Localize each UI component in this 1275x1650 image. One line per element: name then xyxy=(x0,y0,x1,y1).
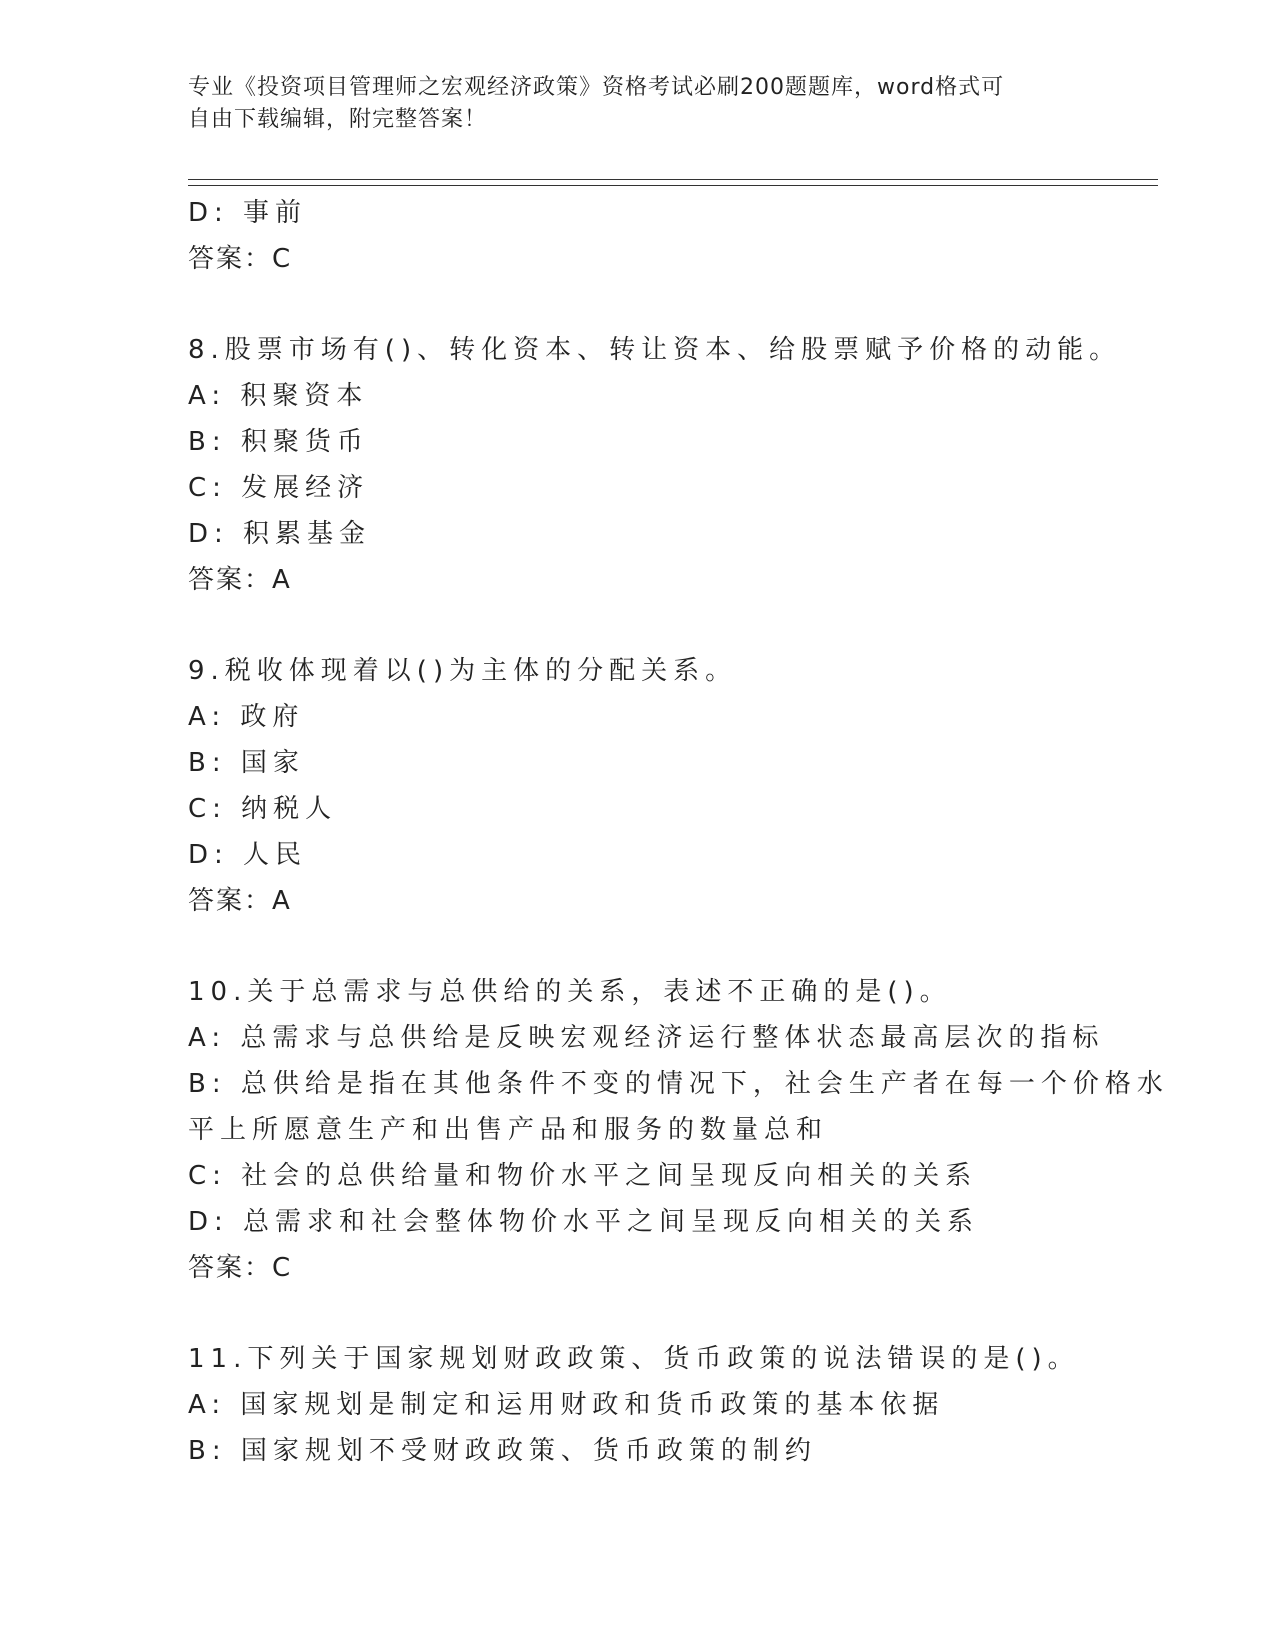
previous-question-tail xyxy=(188,190,1088,282)
question-10 xyxy=(188,969,1169,1291)
spacer xyxy=(188,603,1088,648)
question-8 xyxy=(188,327,1122,603)
question-stem: 8.股票市场有()、转化资本、转让资本、给股票赋予价格的动能。 xyxy=(188,335,1122,365)
document-header xyxy=(188,72,1088,136)
answer-line: 答案：A xyxy=(188,886,292,916)
spacer xyxy=(188,1291,1088,1336)
header-divider-top xyxy=(188,179,1158,180)
option-a: A: 总需求与总供给是反映宏观经济运行整体状态最高层次的指标 xyxy=(188,1023,1105,1053)
option-c: C: 纳税人 xyxy=(188,794,338,824)
option-b: B: 总供给是指在其他条件不变的情况下，社会生产者在每一个价格水 xyxy=(188,1069,1169,1099)
question-11 xyxy=(188,1336,1088,1474)
option-c: C: 社会的总供给量和物价水平之间呈现反向相关的关系 xyxy=(188,1161,978,1191)
option-b-continued: 平上所愿意生产和出售产品和服务的数量总和 xyxy=(188,1115,829,1145)
option-d: D: 积累基金 xyxy=(188,519,372,549)
answer-line: 答案：C xyxy=(188,1253,293,1283)
option-b: B: 国家规划不受财政政策、货币政策的制约 xyxy=(188,1436,817,1466)
question-stem: 11.下列关于国家规划财政政策、货币政策的说法错误的是()。 xyxy=(188,1344,1080,1374)
option-d: D: 事前 xyxy=(188,198,308,228)
question-list xyxy=(188,190,1169,1474)
option-d: D: 总需求和社会整体物价水平之间呈现反向相关的关系 xyxy=(188,1207,980,1237)
option-a: A: 国家规划是制定和运用财政和货币政策的基本依据 xyxy=(188,1390,945,1420)
header-title-line-1: 专业《投资项目管理师之宏观经济政策》资格考试必刷200题题库，word格式可 xyxy=(188,75,1005,100)
spacer xyxy=(188,282,1088,327)
question-9 xyxy=(188,648,1088,924)
answer-line: 答案：C xyxy=(188,244,293,274)
spacer xyxy=(188,924,1088,969)
option-a: A: 积聚资本 xyxy=(188,381,369,411)
header-divider-bottom xyxy=(188,185,1158,186)
answer-line: 答案：A xyxy=(188,565,292,595)
option-c: C: 发展经济 xyxy=(188,473,370,503)
option-a: A: 政府 xyxy=(188,702,305,732)
option-b: B: 国家 xyxy=(188,748,305,778)
option-b: B: 积聚货币 xyxy=(188,427,369,457)
option-d: D: 人民 xyxy=(188,840,308,870)
header-title-line-2: 自由下载编辑，附完整答案！ xyxy=(188,107,488,132)
question-stem: 10.关于总需求与总供给的关系，表述不正确的是()。 xyxy=(188,977,952,1007)
question-stem: 9.税收体现着以()为主体的分配关系。 xyxy=(188,656,738,686)
